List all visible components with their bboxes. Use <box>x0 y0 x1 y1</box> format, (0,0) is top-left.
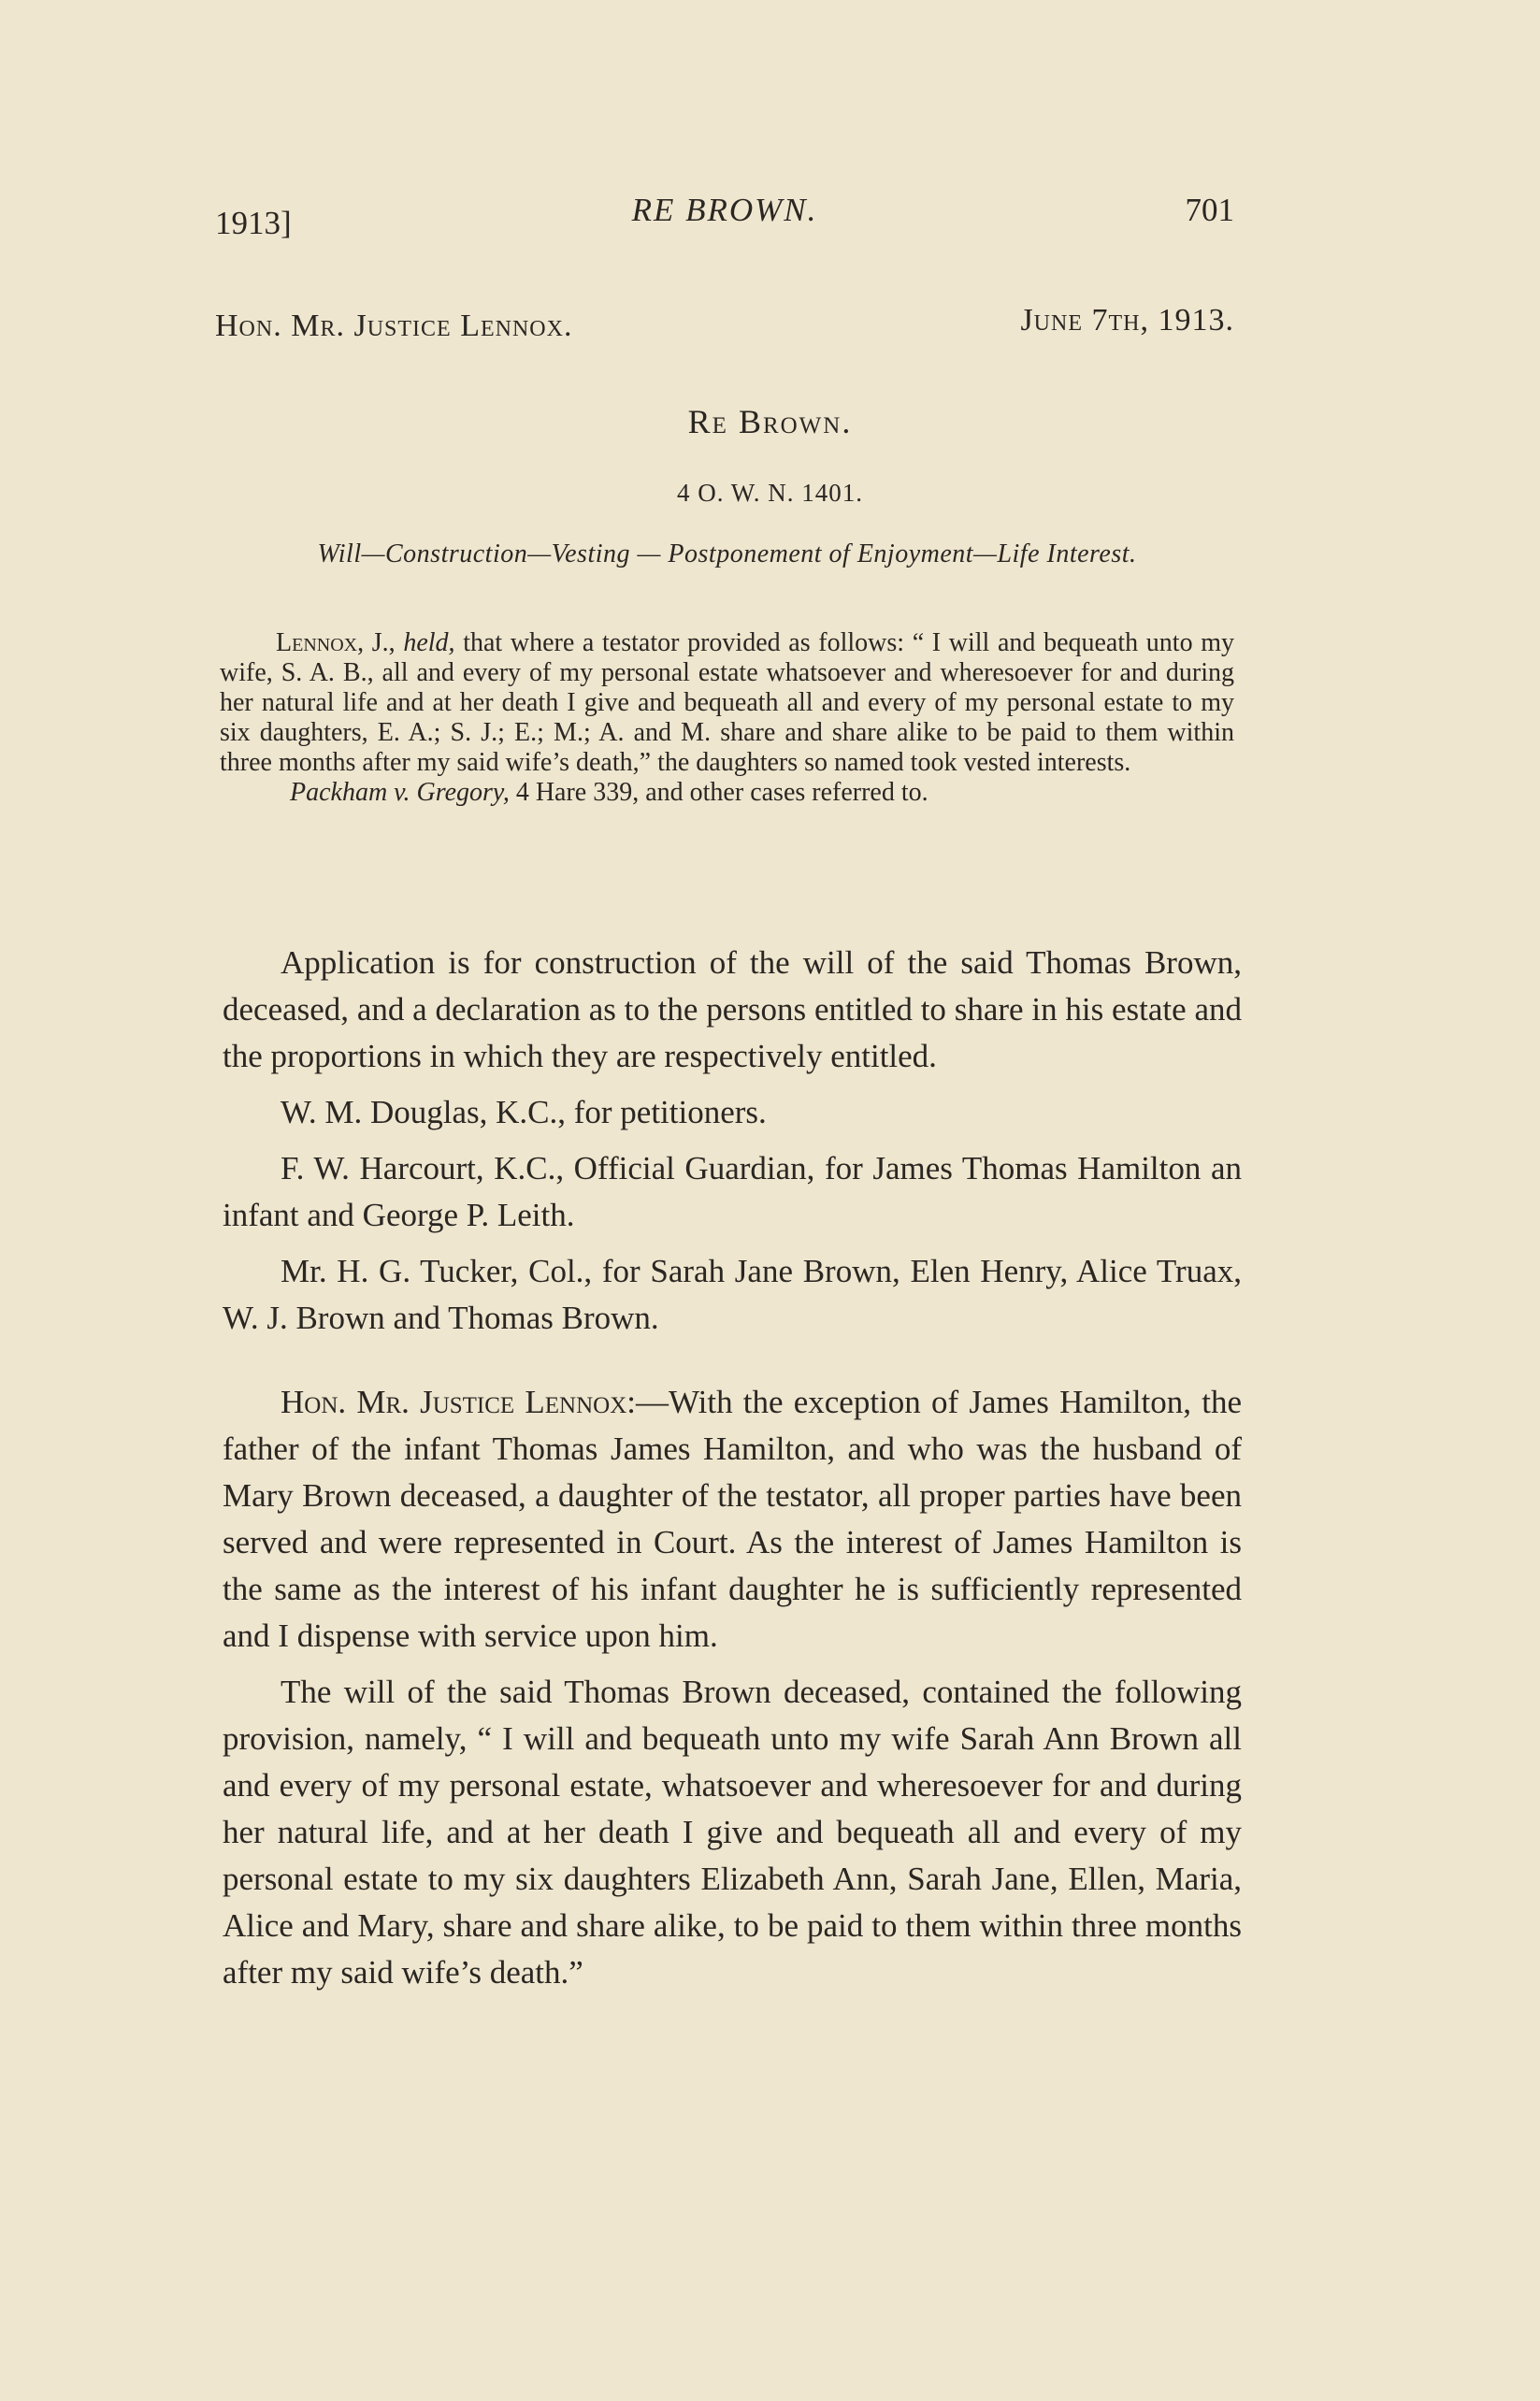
headnote-judge: Lennox, J., <box>276 628 396 657</box>
paragraph-counsel-1: W. M. Douglas, K.C., for petitioners. <box>281 1094 767 1130</box>
judgment-opener: Hon. Mr. Justice Lennox: <box>281 1384 636 1420</box>
headnote <box>220 628 1234 808</box>
running-head <box>215 192 1234 241</box>
judge-name: Hon. Mr. Justice Lennox. <box>215 309 573 343</box>
judgment-1-text: —With the exception of James Hamilton, the father of the infant Thomas James Hamilton, and who was the husband of Mary Brown deceased, a daughter of the testator, all proper parties have been served and were represented in Court. As the interest of James Hamilton is the same as the interest of his infant daughter he is sufficiently represented and I dispense with service upon him. <box>223 1384 1242 1654</box>
paragraph-judgment-2: The will of the said Thomas Brown deceased, contained the following provision, namely, “ I will and bequeath unto my wife Sarah Ann Brown all and every of my personal estate, whatsoever and wheresoever for and during her natural life, and at her death I give and bequeath all and every of my personal estate to my six daughters Elizabeth Ann, Sarah Jane, Ellen, Maria, Alice and Mary, share and share alike, to be paid to them within three months after my said wife’s death.” <box>223 1674 1242 1991</box>
headnote-text: that where a testator provided as follows: “ I will and bequeath unto my wife, S. A. B., all and every of my personal estate whatsoever and wheresoever for and during her natural life and at her death I give and bequeath all and every of my personal estate to my six daughters, E. A.; S. J.; E.; M.; A. and M. share and share alike to be paid to them within three months after my said wife’s death,” the daughters so named took vested interests. <box>220 628 1235 777</box>
case-reference: Packham v. Gregory, <box>290 778 510 807</box>
headnote-reference <box>220 778 1234 808</box>
judgment-date: June 7th, 1913. <box>1020 303 1234 338</box>
reference-rest: 4 Hare 339, and other cases referred to. <box>515 778 928 807</box>
main-text <box>223 940 1242 2006</box>
paragraph-counsel-3: Mr. H. G. Tucker, Col., for Sarah Jane Brown, Elen Henry, Alice Truax, W. J. Brown and Thomas Brown. <box>223 1253 1242 1336</box>
headnote-held: held, <box>403 628 455 657</box>
citation: 4 O. W. N. 1401. <box>676 479 863 507</box>
paragraph-application: Application is for construction of the will of the said Thomas Brown, deceased, and a declaration as to the persons entitled to share in his estate and the proportions in which they are respectively entitled. <box>223 944 1242 1074</box>
page-number: 701 <box>1185 192 1234 228</box>
catchwords: Will—Construction—Vesting — Postponement of Enjoyment—Life Interest. <box>317 539 1137 568</box>
paragraph-judgment-1 <box>223 1379 1242 1660</box>
running-head-year: 1913] <box>215 205 292 241</box>
paragraph-counsel-2: F. W. Harcourt, K.C., Official Guardian, for James Thomas Hamilton an infant and George P. Leith. <box>223 1150 1242 1233</box>
headnote-body <box>220 628 1234 778</box>
case-title: Re Brown. <box>687 403 853 440</box>
judge-line <box>215 303 1234 344</box>
running-head-title: RE BROWN. <box>631 192 818 228</box>
